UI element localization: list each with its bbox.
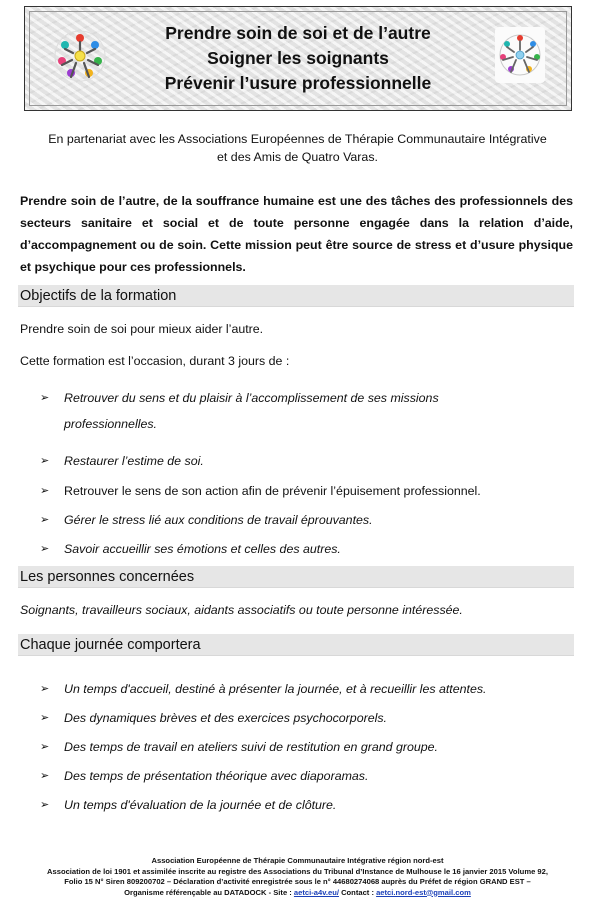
partnership-intro [24, 130, 571, 166]
list-item-text: Savoir accueillir ses émotions et celles des autres. [64, 542, 341, 556]
list-item [40, 734, 560, 760]
list-item [40, 507, 560, 533]
list-item-text: Restaurer l’estime de soi. [64, 454, 204, 468]
bullet-arrow-icon: ➢ [40, 543, 50, 555]
title-block [125, 21, 471, 96]
list-item-text: Des temps de travail en ateliers suivi de restitution en grand groupe. [64, 740, 438, 754]
objectifs-line-1: Prendre soin de soi pour mieux aider l’autre. [20, 322, 264, 336]
list-item [40, 676, 560, 702]
footer-line-1: Association Européenne de Thérapie Communautaire Intégrative région nord-est [151, 856, 444, 865]
list-item-text: Gérer le stress lié aux conditions de travail éprouvantes. [64, 513, 373, 527]
section-heading-personnes: Les personnes concernées [18, 566, 574, 588]
section-heading-objectifs: Objectifs de la formation [18, 285, 574, 307]
list-item-text: Retrouver le sens de son action afin de prévenir l’épuisement professionnel. [64, 484, 481, 498]
intro-line-2: et des Amis de Quatro Varas. [217, 150, 378, 164]
section-heading-journee: Chaque journée comportera [18, 634, 574, 656]
list-item [40, 448, 560, 474]
bullet-arrow-icon: ➢ [40, 799, 50, 811]
contact-email-link[interactable]: aetci.nord-est@gmail.com [376, 887, 471, 897]
footer-contact-label: Contact : [338, 887, 377, 897]
bullet-arrow-icon: ➢ [40, 455, 50, 467]
intro-line-1: En partenariat avec les Associations Européennes de Thérapie Communautaire Intégrative [48, 132, 547, 146]
footer-line-2: Association de loi 1901 et assimilée inscrite au registre des Associations du Tribunal d’Instance de Mulhouse le 16 janvier 2015 Volume 92, [47, 866, 548, 876]
title-line-2: Soigner les soignants [207, 48, 389, 68]
list-item [40, 705, 560, 731]
list-item [40, 536, 560, 562]
list-item [40, 385, 500, 437]
list-item-text: Des temps de présentation théorique avec diaporamas. [64, 769, 369, 783]
list-item-text: Retrouver du sens et du plaisir à l’accomplissement de ses missions professionnelles. [64, 391, 439, 431]
footer-line-4 [6, 888, 589, 899]
title-line-1: Prendre soin de soi et de l’autre [165, 23, 431, 43]
list-item [40, 792, 560, 818]
people-circle-logo-icon [495, 27, 545, 83]
people-circle-logo-icon [53, 29, 107, 83]
list-item-text: Un temps d'accueil, destiné à présenter la journée, et à recueillir les attentes. [64, 682, 487, 696]
list-item [40, 478, 560, 504]
header-banner [24, 6, 572, 111]
personnes-text: Soignants, travailleurs sociaux, aidants associatifs ou toute personne intéressée. [20, 603, 463, 617]
footer [6, 856, 589, 898]
list-item [40, 763, 560, 789]
bullet-arrow-icon: ➢ [40, 741, 50, 753]
bullet-arrow-icon: ➢ [40, 712, 50, 724]
bullet-arrow-icon: ➢ [40, 770, 50, 782]
bullet-arrow-icon: ➢ [40, 683, 50, 695]
site-link[interactable]: aetci-a4v.eu/ [293, 887, 339, 897]
footer-line-3: Folio 15 N° Siren 809200702 – Déclaration d’activité enregistrée sous le n° 44680274068 auprès du Préfet de région GRAND EST – [64, 877, 531, 886]
bullet-arrow-icon: ➢ [40, 392, 50, 404]
bullet-arrow-icon: ➢ [40, 514, 50, 526]
footer-datadock-label: Organisme référençable au DATADOCK - Site : [124, 887, 294, 897]
list-item-text: Des dynamiques brèves et des exercices psychocorporels. [64, 711, 387, 725]
list-item-text: Un temps d'évaluation de la journée et de clôture. [64, 798, 337, 812]
objectifs-line-2: Cette formation est l’occasion, durant 3 jours de : [20, 354, 290, 368]
intro-paragraph: Prendre soin de l’autre, de la souffrance humaine est une des tâches des professionnels des secteurs sanitaire et social et de toute personne engagée dans la relation d’aide, d’accompagnement ou de soin. Cette mission peut être source de stress et d’usure physique et psychique pour ces professionnels. [20, 194, 573, 274]
title-line-3: Prévenir l’usure professionnelle [164, 73, 432, 93]
bullet-arrow-icon: ➢ [40, 485, 50, 497]
